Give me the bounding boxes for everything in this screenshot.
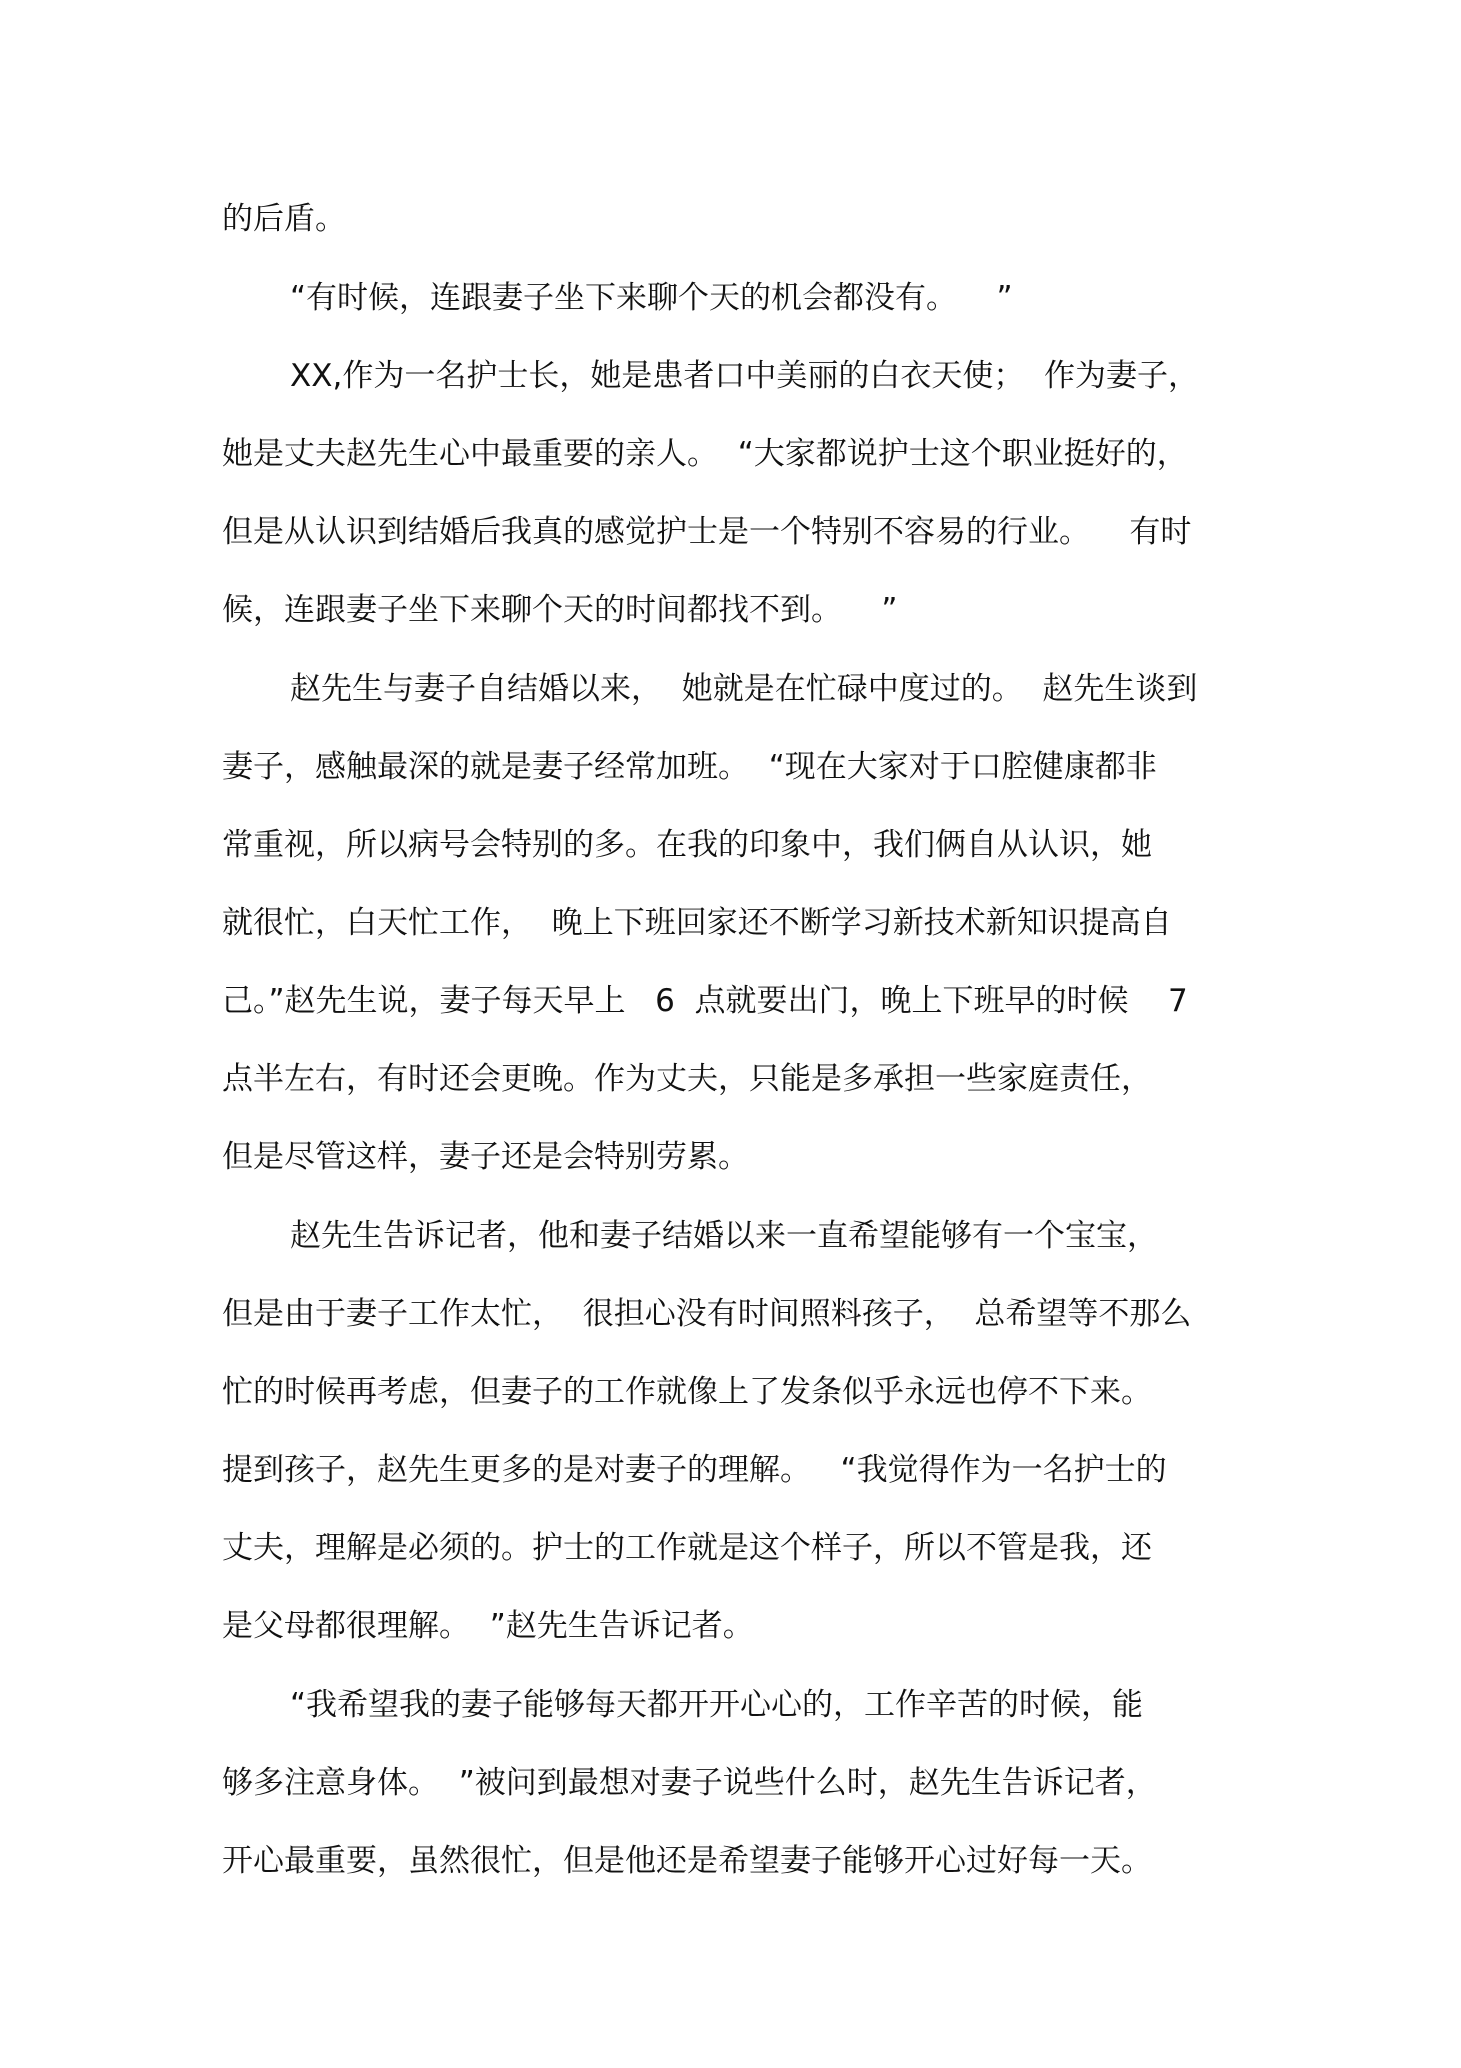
text-line: XX,作为一名护士长，她是患者口中美丽的白衣天使； 作为妻子， [290, 358, 1200, 394]
text-line: 的后盾。 [222, 201, 346, 237]
text-line: 赵先生与妻子自结婚以来， 她就是在忙碌中度过的。 赵先生谈到 [290, 671, 1198, 707]
text-line: 是父母都很理解。 ”赵先生告诉记者。 [222, 1608, 754, 1644]
text-line: 点半左右，有时还会更晚。作为丈夫，只能是多承担一些家庭责任， [222, 1061, 1152, 1097]
text-line: “有时候，连跟妻子坐下来聊个天的机会都没有。 ” [290, 280, 1013, 316]
text-line: 常重视，所以病号会特别的多。在我的印象中，我们俩自从认识，她 [222, 827, 1152, 863]
text-line: 但是由于妻子工作太忙， 很担心没有时间照料孩子， 总希望等不那么 [222, 1296, 1192, 1332]
text-line: 提到孩子，赵先生更多的是对妻子的理解。 “我觉得作为一名护士的 [222, 1452, 1167, 1488]
text-line: 忙的时候再考虑，但妻子的工作就像上了发条似乎永远也停不下来。 [222, 1374, 1152, 1410]
text-line: 但是尽管这样，妻子还是会特别劳累。 [222, 1139, 749, 1175]
text-line: 就很忙，白天忙工作， 晚上下班回家还不断学习新技术新知识提高自 [222, 905, 1172, 941]
text-line: 够多注意身体。 ”被问到最想对妻子说些什么时，赵先生告诉记者， [222, 1765, 1157, 1801]
text-line: 开心最重要，虽然很忙，但是他还是希望妻子能够开心过好每一天。 [222, 1843, 1152, 1879]
text-line: 候，连跟妻子坐下来聊个天的时间都找不到。 ” [222, 592, 898, 628]
text-line: “我希望我的妻子能够每天都开开心心的，工作辛苦的时候，能 [290, 1687, 1144, 1723]
text-line: 丈夫，理解是必须的。护士的工作就是这个样子，所以不管是我，还 [222, 1530, 1152, 1566]
text-line: 妻子，感触最深的就是妻子经常加班。 “现在大家对于口腔健康都非 [222, 749, 1157, 785]
text-line: 她是丈夫赵先生心中最重要的亲人。 “大家都说护士这个职业挺好的， [222, 436, 1188, 472]
text-line: 赵先生告诉记者，他和妻子结婚以来一直希望能够有一个宝宝， [290, 1218, 1158, 1254]
text-line: 但是从认识到结婚后我真的感觉护士是一个特别不容易的行业。 有时 [222, 514, 1192, 550]
text-line: 己。”赵先生说，妻子每天早上 6 点就要出门，晚上下班早的时候 7 [222, 983, 1188, 1019]
